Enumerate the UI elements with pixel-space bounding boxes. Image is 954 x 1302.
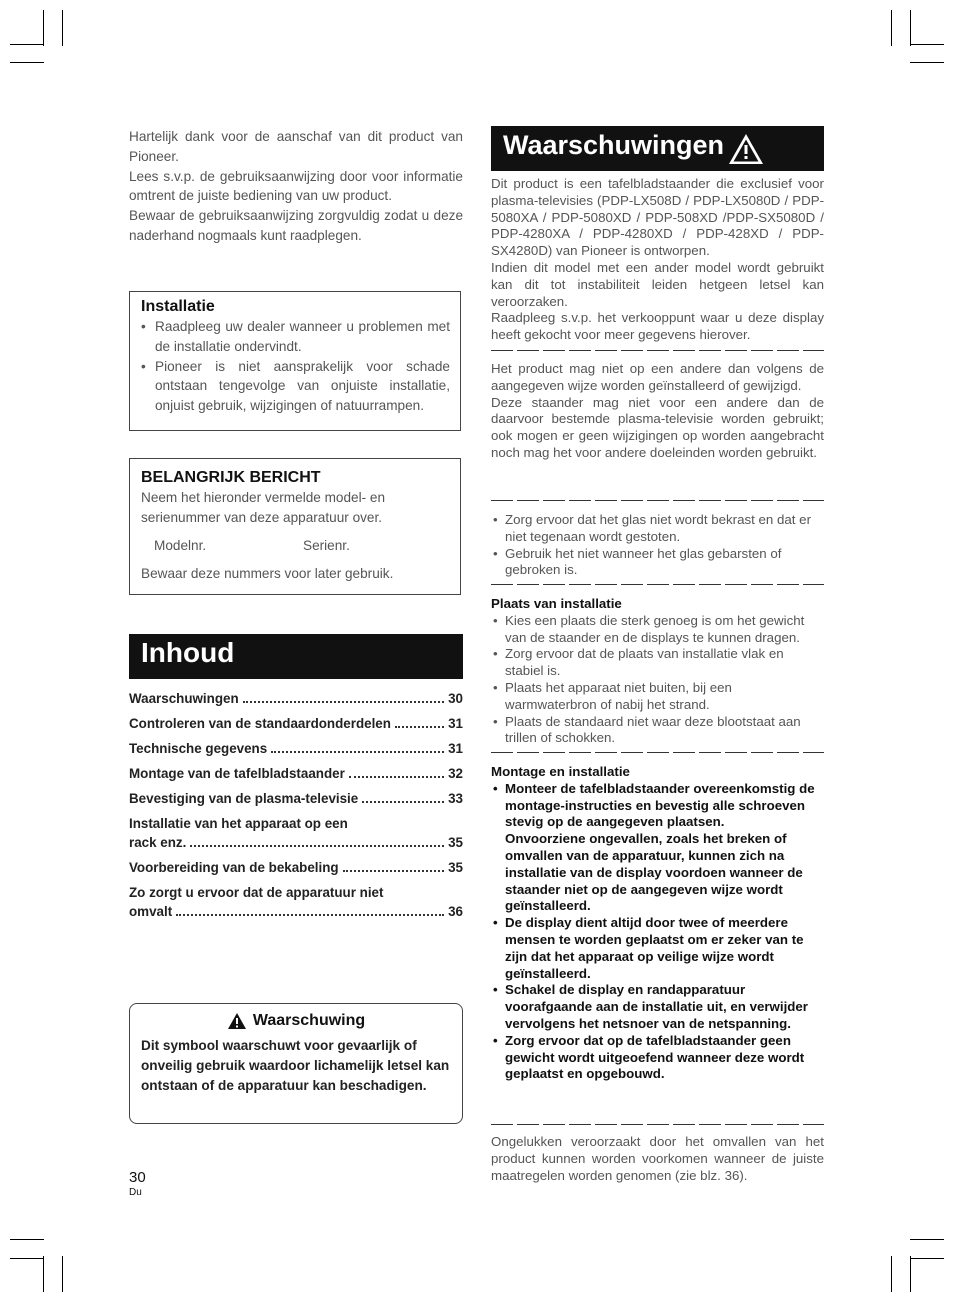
plaats-section: [491, 596, 824, 747]
warnings-paragraph: Het product mag niet op een andere dan volgens de aangegeven wijze worden geïnstalleerd of gewijzigd.: [491, 361, 824, 393]
crop-mark: [10, 62, 44, 63]
belangrijk-bericht-box: [129, 458, 461, 595]
toc-entry[interactable]: [129, 764, 463, 783]
toc-leader: [271, 751, 444, 753]
toc-entry-title: Technische gegevens: [129, 741, 268, 756]
list-item: • Schakel de display en randapparatuur voorafgaande aan de installatie uit, en verwijder vervolgens het netsnoer van de netspanning.: [491, 982, 824, 1032]
crop-mark: [10, 1239, 44, 1240]
toc-entry-title: Zo zorgt u ervoor dat de apparatuur niet: [129, 885, 384, 900]
warnings-block-1: [491, 176, 824, 344]
list-item: • Plaats de standaard niet waar deze blootstaat aan trillen of schokken.: [491, 714, 824, 748]
toc-entry-title: Montage van de tafelbladstaander: [129, 766, 345, 781]
toc-entry[interactable]: [129, 858, 463, 877]
toc-entry[interactable]: [129, 714, 463, 733]
toc-entry-page: 31: [448, 716, 463, 731]
warning-box-text: Dit symbool waarschuwt voor gevaarlijk of onveilig gebruik waardoor lichamelijk letsel kan ontstaan of de apparatuur kan beschadigen.: [141, 1038, 450, 1093]
crop-mark: [910, 1258, 944, 1259]
warning-box-title: Waarschuwing: [252, 1012, 366, 1029]
toc-entry[interactable]: [129, 814, 463, 852]
list-item-text: Monteer de tafelbladstaander overeenkomstig de montage-instructies en bevestig alle schroeven stevig op de aangegeven plaatsen.: [505, 780, 815, 830]
toc-entry-title: Waarschuwingen: [129, 691, 239, 706]
table-of-contents: [129, 689, 463, 921]
toc-leader: [343, 870, 445, 872]
inhoud-title: Inhoud: [141, 637, 235, 668]
toc-leader: [395, 726, 444, 728]
warnings-paragraph: Deze staander mag niet voor een andere dan de daarvoor bestemde plasma-televisie worden gebruikt; ook mogen er geen wijzigingen op worden aangebracht noch mag het voor andere doeleinden worden gebruikt.: [491, 394, 824, 460]
list-item: • Raadpleeg uw dealer wanneer u problemen met de installatie ondervindt.: [141, 317, 450, 357]
toc-entry[interactable]: [129, 883, 463, 921]
warning-box: [129, 1003, 463, 1124]
montage-title: Montage en installatie: [491, 764, 630, 779]
crop-mark: [910, 44, 944, 45]
final-note: [491, 1134, 824, 1184]
warnings-paragraph: Raadpleeg s.v.p. het verkooppunt waar u deze display heeft gekocht voor meer gegevens hierover.: [491, 310, 824, 343]
waarschuwingen-title: Waarschuwingen: [503, 130, 725, 160]
intro-paragraph: Hartelijk dank voor de aanschaf van dit product van Pioneer.: [129, 129, 463, 164]
warnings-paragraph: Dit product is een tafelbladstaander die exclusief voor plasma-televisies (PDP-LX508D / PDP-LX5080D / PDP-5080XA / PDP-5080XD / PDP-508XD /PDP-SX5080D / PDP-4280XA / PDP-4280XD / PDP-428XD / PDP-SX4280D) van Pioneer is ontworpen.: [491, 176, 824, 259]
dashed-divider: [491, 752, 824, 753]
toc-entry-title-cont: rack enz.: [129, 835, 187, 850]
list-item: • Zorg ervoor dat de plaats van installatie vlak en stabiel is.: [491, 646, 824, 680]
crop-mark: [43, 1256, 44, 1292]
dashed-divider: [491, 1124, 824, 1125]
list-item: [491, 781, 824, 915]
dashed-divider: [491, 350, 824, 351]
inhoud-heading: [129, 634, 463, 679]
list-item: • Gebruik het niet wanneer het glas gebarsten of gebroken is.: [491, 546, 824, 580]
dashed-divider: [491, 500, 824, 501]
list-item: • Zorg ervoor dat het glas niet wordt bekrast en dat er niet tegenaan wordt gestoten.: [491, 512, 824, 546]
serial-label: Serienr.: [303, 537, 350, 553]
installatie-title: Installatie: [141, 298, 215, 315]
list-item: • Pioneer is niet aansprakelijk voor schade ontstaan tengevolge van onjuiste installatie, onjuist gebruik, wijzigingen of natuurrampen.: [141, 357, 450, 416]
dashed-divider: [491, 584, 824, 585]
toc-entry-page: 31: [448, 741, 463, 756]
plaats-title: Plaats van installatie: [491, 596, 622, 611]
intro-paragraph: Lees s.v.p. de gebruiksaanwijzing door voor informatie omtrent de juiste bediening van uw product.: [129, 168, 463, 204]
toc-entry-title: Controleren van de standaardonderdelen: [129, 716, 391, 731]
belangrijk-bericht-title: BELANGRIJK BERICHT: [141, 469, 321, 486]
montage-section: [491, 764, 824, 1083]
warnings-block-2: [491, 361, 824, 462]
list-item-text: Onvoorziene ongevallen, zoals het breken of omvallen van de apparatuur, kunnen zich na installatie van de display voordoen wanneer de staander niet op de aangegeven wijze wordt geïnstalleerd.: [505, 831, 803, 914]
toc-leader: [349, 776, 444, 778]
toc-entry-page: 30: [448, 691, 463, 706]
toc-entry-page: 35: [448, 860, 463, 875]
waarschuwingen-heading: [491, 126, 824, 171]
toc-leader: [362, 801, 444, 803]
crop-mark: [910, 1256, 911, 1292]
crop-mark: [910, 10, 911, 46]
crop-mark: [62, 10, 63, 46]
toc-leader: [176, 914, 444, 916]
list-item: • Kies een plaats die sterk genoeg is om het gewicht van de staander en de displays te kunnen dragen.: [491, 613, 824, 647]
crop-mark: [910, 1239, 944, 1240]
toc-entry-title: Voorbereiding van de bekabeling: [129, 860, 339, 875]
belangrijk-bericht-footer: Bewaar deze nummers voor later gebruik.: [141, 565, 394, 581]
belangrijk-bericht-text: Neem het hieronder vermelde model- en serienummer van deze apparatuur over.: [141, 490, 386, 525]
intro-text: [129, 127, 463, 246]
toc-entry[interactable]: [129, 789, 463, 808]
installatie-box: [129, 291, 461, 431]
toc-entry-page: 36: [448, 904, 463, 919]
crop-mark: [10, 1258, 44, 1259]
toc-entry-title: Installatie van het apparaat op een: [129, 816, 348, 831]
warning-box-header: [130, 1012, 462, 1030]
crop-mark: [891, 10, 892, 46]
crop-mark: [910, 62, 944, 63]
toc-entry-page: 35: [448, 835, 463, 850]
toc-entry[interactable]: [129, 689, 463, 708]
warnings-paragraph: Indien dit model met een ander model wordt gebruikt kan dit tot instabiliteit leiden hetgeen letsel kan veroorzaken.: [491, 259, 824, 309]
list-item: • De display dient altijd door twee of meerdere mensen te worden geplaatst om er zeker van te zijn dat het apparaat op veilige wijze wordt geïnstalleerd.: [491, 915, 824, 982]
list-item: • Plaats het apparaat niet buiten, bij een warmwaterbron of nabij het strand.: [491, 680, 824, 714]
crop-mark: [10, 44, 44, 45]
model-label: Modelnr.: [154, 537, 207, 553]
installatie-list: [141, 317, 450, 416]
page-language: Du: [129, 1187, 142, 1198]
number-labels: [141, 536, 450, 556]
intro-paragraph: Bewaar de gebruiksaanwijzing zorgvuldig zodat u deze naderhand nogmaals kunt raadplegen.: [129, 208, 463, 243]
list-item: • Zorg ervoor dat op de tafelbladstaander geen gewicht wordt uitgeoefend wanneer deze wordt geplaatst en opgebouwd.: [491, 1033, 824, 1083]
toc-entry-page: 33: [448, 791, 463, 806]
toc-entry-title-cont: omvalt: [129, 904, 173, 919]
warning-icon: [227, 1012, 247, 1030]
toc-entry-title: Bevestiging van de plasma-televisie: [129, 791, 359, 806]
crop-mark: [43, 10, 44, 46]
glass-warnings: [491, 512, 824, 579]
final-paragraph: Ongelukken veroorzaakt door het omvallen van het product kunnen worden voorkomen wanneer de juiste maatregelen worden genomen (zie blz. 36).: [491, 1134, 824, 1183]
toc-entry-page: 32: [448, 766, 463, 781]
toc-leader: [243, 701, 444, 703]
toc-leader: [190, 845, 444, 847]
crop-mark: [891, 1256, 892, 1292]
page-number: 30: [129, 1169, 146, 1186]
warning-icon: [727, 132, 765, 166]
toc-entry[interactable]: [129, 739, 463, 758]
crop-mark: [62, 1256, 63, 1292]
